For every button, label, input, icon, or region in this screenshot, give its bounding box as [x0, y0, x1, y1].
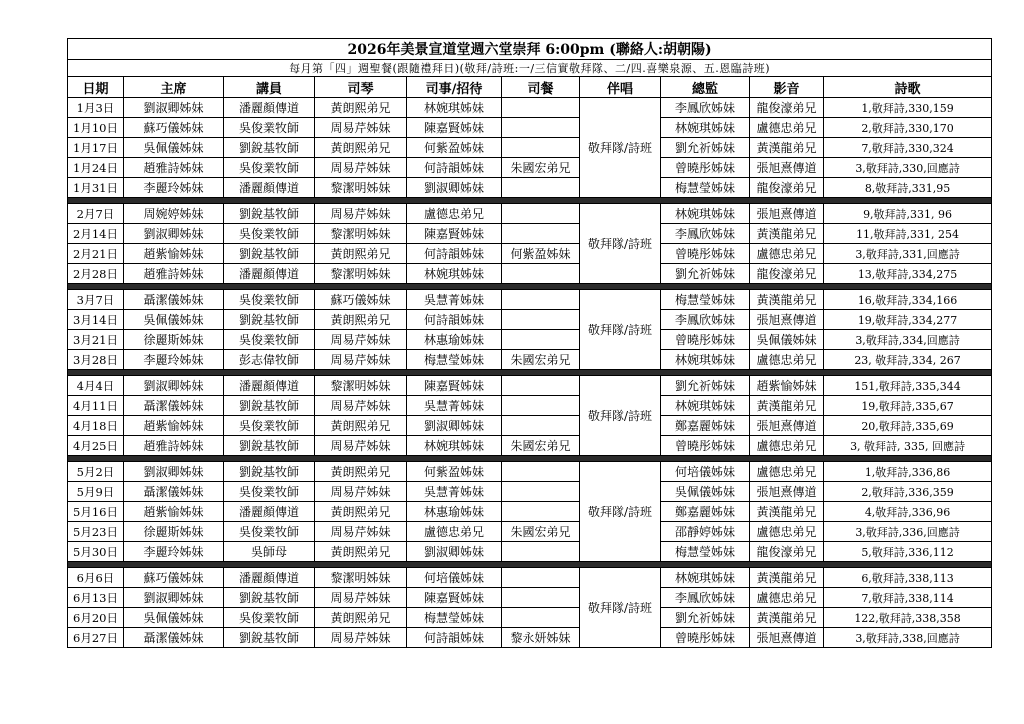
cell-pianist: 黃朗熙弟兄	[315, 244, 407, 264]
cell-date: 5月2日	[68, 462, 124, 482]
header-av: 影音	[750, 77, 824, 98]
cell-pianist: 周易芹姊妹	[315, 118, 407, 138]
cell-av: 黃漢龍弟兄	[750, 138, 824, 158]
cell-communion	[502, 482, 580, 502]
cell-communion	[502, 542, 580, 562]
table-row	[68, 588, 992, 608]
cell-date: 4月25日	[68, 436, 124, 456]
table-row	[68, 542, 992, 562]
cell-pianist: 周易芹姊妹	[315, 396, 407, 416]
cell-usher: 劉淑卿姊妹	[407, 416, 502, 436]
cell-communion	[502, 396, 580, 416]
cell-chair: 聶潔儀姊妹	[124, 628, 224, 648]
cell-av: 盧德忠弟兄	[750, 462, 824, 482]
cell-director: 邵靜婷姊妹	[661, 522, 750, 542]
cell-speaker: 吳俊業牧師	[224, 608, 315, 628]
cell-accompaniment: 敬拜隊/詩班	[580, 568, 661, 648]
table-row	[68, 396, 992, 416]
cell-hymns: 151,敬拜詩,335,344	[824, 376, 992, 396]
cell-pianist: 黎潔明姊妹	[315, 178, 407, 198]
cell-pianist: 黃朗熙弟兄	[315, 542, 407, 562]
cell-date: 1月10日	[68, 118, 124, 138]
cell-usher: 何培儀姊妹	[407, 568, 502, 588]
cell-hymns: 5,敬拜詩,336,112	[824, 542, 992, 562]
cell-communion: 朱國宏弟兄	[502, 158, 580, 178]
cell-communion	[502, 462, 580, 482]
cell-director: 李鳳欣姊妹	[661, 310, 750, 330]
cell-chair: 趙紫愉姊妹	[124, 244, 224, 264]
cell-usher: 林婉琪姊妹	[407, 98, 502, 118]
cell-director: 曾曉彤姊妹	[661, 158, 750, 178]
cell-chair: 劉淑卿姊妹	[124, 376, 224, 396]
cell-usher: 林惠瑜姊妹	[407, 502, 502, 522]
cell-communion	[502, 178, 580, 198]
cell-director: 曾曉彤姊妹	[661, 330, 750, 350]
table-row	[68, 376, 992, 396]
cell-date: 6月6日	[68, 568, 124, 588]
table-row	[68, 608, 992, 628]
cell-av: 黃漢龍弟兄	[750, 568, 824, 588]
cell-pianist: 周易芹姊妹	[315, 588, 407, 608]
cell-hymns: 11,敬拜詩,331, 254	[824, 224, 992, 244]
cell-speaker: 潘麗顏傳道	[224, 178, 315, 198]
header-usher: 司事/招待	[407, 77, 502, 98]
cell-av: 盧德忠弟兄	[750, 118, 824, 138]
cell-director: 林婉琪姊妹	[661, 204, 750, 224]
cell-usher: 陳嘉賢姊妹	[407, 588, 502, 608]
cell-hymns: 16,敬拜詩,334,166	[824, 290, 992, 310]
cell-pianist: 黃朗熙弟兄	[315, 416, 407, 436]
cell-av: 吳佩儀姊妹	[750, 330, 824, 350]
cell-hymns: 3,敬拜詩,330,回應詩	[824, 158, 992, 178]
cell-speaker: 劉銳基牧師	[224, 462, 315, 482]
table-row	[68, 98, 992, 118]
header-pianist: 司琴	[315, 77, 407, 98]
cell-usher: 何紫盈姊妹	[407, 462, 502, 482]
cell-usher: 何詩韻姊妹	[407, 628, 502, 648]
cell-speaker: 劉銳基牧師	[224, 436, 315, 456]
cell-av: 盧德忠弟兄	[750, 436, 824, 456]
table-row	[68, 264, 992, 284]
page-subtitle: 每月第「四」週聖餐(跟隨禮拜日)(敬拜/詩班:一/三信實敬拜隊、二/四.喜樂泉源、五.恩臨詩班)	[68, 60, 992, 77]
cell-director: 梅慧瑩姊妹	[661, 290, 750, 310]
cell-usher: 何詩韻姊妹	[407, 244, 502, 264]
cell-speaker: 潘麗顏傳道	[224, 568, 315, 588]
cell-chair: 徐麗斯姊妹	[124, 330, 224, 350]
cell-speaker: 劉銳基牧師	[224, 204, 315, 224]
cell-date: 6月13日	[68, 588, 124, 608]
cell-communion	[502, 98, 580, 118]
cell-speaker: 吳俊業牧師	[224, 158, 315, 178]
cell-date: 6月27日	[68, 628, 124, 648]
cell-director: 林婉琪姊妹	[661, 118, 750, 138]
table-row	[68, 138, 992, 158]
cell-director: 何培儀姊妹	[661, 462, 750, 482]
cell-usher: 何紫盈姊妹	[407, 138, 502, 158]
cell-communion	[502, 310, 580, 330]
cell-director: 梅慧瑩姊妹	[661, 542, 750, 562]
cell-director: 林婉琪姊妹	[661, 396, 750, 416]
cell-chair: 趙紫愉姊妹	[124, 416, 224, 436]
cell-date: 5月30日	[68, 542, 124, 562]
cell-communion: 朱國宏弟兄	[502, 522, 580, 542]
cell-pianist: 蘇巧儀姊妹	[315, 290, 407, 310]
cell-hymns: 7,敬拜詩,330,324	[824, 138, 992, 158]
cell-accompaniment: 敬拜隊/詩班	[580, 290, 661, 370]
table-row	[68, 436, 992, 456]
cell-hymns: 2,敬拜詩,336,359	[824, 482, 992, 502]
cell-chair: 李麗玲姊妹	[124, 542, 224, 562]
cell-usher: 陳嘉賢姊妹	[407, 118, 502, 138]
cell-usher: 盧德忠弟兄	[407, 204, 502, 224]
cell-date: 5月23日	[68, 522, 124, 542]
cell-av: 張旭熹傳道	[750, 482, 824, 502]
cell-speaker: 潘麗顏傳道	[224, 376, 315, 396]
cell-pianist: 黃朗熙弟兄	[315, 608, 407, 628]
table-row	[68, 522, 992, 542]
cell-chair: 蘇巧儀姊妹	[124, 118, 224, 138]
table-row	[68, 416, 992, 436]
cell-hymns: 19,敬拜詩,335,67	[824, 396, 992, 416]
cell-pianist: 黎潔明姊妹	[315, 264, 407, 284]
cell-av: 盧德忠弟兄	[750, 350, 824, 370]
cell-chair: 趙紫愉姊妹	[124, 502, 224, 522]
cell-speaker: 潘麗顏傳道	[224, 264, 315, 284]
table-row	[68, 502, 992, 522]
cell-director: 林婉琪姊妹	[661, 350, 750, 370]
cell-usher: 何詩韻姊妹	[407, 158, 502, 178]
cell-pianist: 周易芹姊妹	[315, 436, 407, 456]
cell-date: 1月31日	[68, 178, 124, 198]
cell-communion	[502, 416, 580, 436]
table-row	[68, 628, 992, 648]
cell-usher: 梅慧瑩姊妹	[407, 608, 502, 628]
cell-director: 劉允祈姊妹	[661, 608, 750, 628]
cell-chair: 趙雅詩姊妹	[124, 436, 224, 456]
cell-date: 4月11日	[68, 396, 124, 416]
cell-speaker: 吳俊業牧師	[224, 416, 315, 436]
cell-pianist: 黃朗熙弟兄	[315, 138, 407, 158]
cell-speaker: 吳俊業牧師	[224, 290, 315, 310]
cell-av: 張旭熹傳道	[750, 628, 824, 648]
cell-chair: 李麗玲姊妹	[124, 350, 224, 370]
table-row	[68, 568, 992, 588]
cell-director: 劉允祈姊妹	[661, 264, 750, 284]
cell-speaker: 吳俊業牧師	[224, 224, 315, 244]
cell-communion	[502, 264, 580, 284]
header-speaker: 講員	[224, 77, 315, 98]
cell-speaker: 吳俊業牧師	[224, 522, 315, 542]
table-row	[68, 118, 992, 138]
cell-usher: 盧德忠弟兄	[407, 522, 502, 542]
cell-speaker: 劉銳基牧師	[224, 628, 315, 648]
cell-pianist: 黎潔明姊妹	[315, 376, 407, 396]
cell-pianist: 黃朗熙弟兄	[315, 98, 407, 118]
cell-speaker: 吳俊業牧師	[224, 330, 315, 350]
cell-usher: 劉淑卿姊妹	[407, 542, 502, 562]
cell-usher: 林婉琪姊妹	[407, 436, 502, 456]
cell-communion	[502, 376, 580, 396]
cell-date: 1月17日	[68, 138, 124, 158]
cell-av: 黃漢龍弟兄	[750, 608, 824, 628]
cell-director: 曾曉彤姊妹	[661, 628, 750, 648]
table-row	[68, 224, 992, 244]
cell-director: 鄭嘉麗姊妹	[661, 502, 750, 522]
cell-chair: 吳佩儀姊妹	[124, 138, 224, 158]
cell-speaker: 潘麗顏傳道	[224, 502, 315, 522]
cell-communion	[502, 330, 580, 350]
cell-pianist: 周易芹姊妹	[315, 482, 407, 502]
cell-hymns: 1,敬拜詩,336,86	[824, 462, 992, 482]
cell-communion	[502, 118, 580, 138]
cell-director: 李鳳欣姊妹	[661, 224, 750, 244]
cell-av: 盧德忠弟兄	[750, 522, 824, 542]
cell-av: 張旭熹傳道	[750, 204, 824, 224]
cell-hymns: 1,敬拜詩,330,159	[824, 98, 992, 118]
cell-speaker: 劉銳基牧師	[224, 244, 315, 264]
cell-pianist: 黃朗熙弟兄	[315, 502, 407, 522]
cell-date: 4月18日	[68, 416, 124, 436]
cell-director: 李鳳欣姊妹	[661, 98, 750, 118]
cell-hymns: 3,敬拜詩,338,回應詩	[824, 628, 992, 648]
cell-chair: 趙雅詩姊妹	[124, 264, 224, 284]
cell-av: 趙紫愉姊妹	[750, 376, 824, 396]
cell-usher: 陳嘉賢姊妹	[407, 224, 502, 244]
cell-chair: 吳佩儀姊妹	[124, 608, 224, 628]
cell-communion: 何紫盈姊妹	[502, 244, 580, 264]
header-communion: 司餐	[502, 77, 580, 98]
cell-speaker: 潘麗顏傳道	[224, 98, 315, 118]
cell-speaker: 劉銳基牧師	[224, 588, 315, 608]
cell-av: 龍俊濠弟兄	[750, 98, 824, 118]
cell-date: 5月9日	[68, 482, 124, 502]
cell-speaker: 彭志偉牧師	[224, 350, 315, 370]
cell-pianist: 黎潔明姊妹	[315, 568, 407, 588]
table-row	[68, 204, 992, 224]
table-row	[68, 330, 992, 350]
cell-communion	[502, 502, 580, 522]
cell-hymns: 2,敬拜詩,330,170	[824, 118, 992, 138]
cell-av: 張旭熹傳道	[750, 310, 824, 330]
cell-chair: 周婉婷姊妹	[124, 204, 224, 224]
cell-chair: 趙雅詩姊妹	[124, 158, 224, 178]
schedule-sheet	[67, 38, 991, 648]
cell-pianist: 周易芹姊妹	[315, 628, 407, 648]
cell-usher: 梅慧瑩姊妹	[407, 350, 502, 370]
cell-communion	[502, 608, 580, 628]
cell-communion: 朱國宏弟兄	[502, 436, 580, 456]
cell-director: 曾曉彤姊妹	[661, 244, 750, 264]
cell-chair: 李麗玲姊妹	[124, 178, 224, 198]
cell-chair: 聶潔儀姊妹	[124, 482, 224, 502]
cell-av: 龍俊濠弟兄	[750, 178, 824, 198]
cell-pianist: 黎潔明姊妹	[315, 224, 407, 244]
cell-speaker: 劉銳基牧師	[224, 310, 315, 330]
table-row	[68, 310, 992, 330]
cell-communion	[502, 290, 580, 310]
cell-director: 梅慧瑩姊妹	[661, 178, 750, 198]
table-row	[68, 482, 992, 502]
cell-director: 吳佩儀姊妹	[661, 482, 750, 502]
header-hymns: 詩歌	[824, 77, 992, 98]
cell-chair: 劉淑卿姊妹	[124, 98, 224, 118]
cell-pianist: 黃朗熙弟兄	[315, 462, 407, 482]
cell-communion	[502, 588, 580, 608]
cell-communion	[502, 224, 580, 244]
cell-usher: 林婉琪姊妹	[407, 264, 502, 284]
cell-director: 鄭嘉麗姊妹	[661, 416, 750, 436]
cell-pianist: 黃朗熙弟兄	[315, 310, 407, 330]
cell-usher: 吳慧菁姊妹	[407, 290, 502, 310]
cell-speaker: 吳俊業牧師	[224, 118, 315, 138]
cell-chair: 徐麗斯姊妹	[124, 522, 224, 542]
cell-av: 黃漢龍弟兄	[750, 290, 824, 310]
cell-hymns: 3, 敬拜詩, 335, 回應詩	[824, 436, 992, 456]
cell-av: 盧德忠弟兄	[750, 244, 824, 264]
header-row	[68, 77, 992, 98]
cell-communion: 黎永妍姊妹	[502, 628, 580, 648]
header-chair: 主席	[124, 77, 224, 98]
cell-hymns: 13,敬拜詩,334,275	[824, 264, 992, 284]
cell-chair: 劉淑卿姊妹	[124, 462, 224, 482]
cell-accompaniment: 敬拜隊/詩班	[580, 376, 661, 456]
table-row	[68, 290, 992, 310]
cell-hymns: 3,敬拜詩,334,回應詩	[824, 330, 992, 350]
header-director: 總監	[661, 77, 750, 98]
table-row	[68, 350, 992, 370]
cell-usher: 吳慧菁姊妹	[407, 396, 502, 416]
cell-communion	[502, 568, 580, 588]
cell-accompaniment: 敬拜隊/詩班	[580, 98, 661, 198]
cell-chair: 劉淑卿姊妹	[124, 588, 224, 608]
cell-date: 3月28日	[68, 350, 124, 370]
cell-chair: 聶潔儀姊妹	[124, 290, 224, 310]
cell-chair: 吳佩儀姊妹	[124, 310, 224, 330]
cell-av: 張旭熹傳道	[750, 158, 824, 178]
cell-av: 黃漢龍弟兄	[750, 224, 824, 244]
cell-pianist: 周易芹姊妹	[315, 204, 407, 224]
cell-chair: 蘇巧儀姊妹	[124, 568, 224, 588]
cell-av: 龍俊濠弟兄	[750, 542, 824, 562]
cell-hymns: 3,敬拜詩,336,回應詩	[824, 522, 992, 542]
cell-date: 3月7日	[68, 290, 124, 310]
cell-av: 龍俊濠弟兄	[750, 264, 824, 284]
cell-speaker: 吳俊業牧師	[224, 482, 315, 502]
cell-director: 劉允祈姊妹	[661, 376, 750, 396]
header-accompaniment: 伴唱	[580, 77, 661, 98]
schedule-body	[68, 98, 992, 648]
cell-chair: 劉淑卿姊妹	[124, 224, 224, 244]
cell-date: 1月24日	[68, 158, 124, 178]
cell-date: 2月7日	[68, 204, 124, 224]
table-row	[68, 178, 992, 198]
cell-hymns: 6,敬拜詩,338,113	[824, 568, 992, 588]
cell-date: 2月28日	[68, 264, 124, 284]
cell-usher: 劉淑卿姊妹	[407, 178, 502, 198]
cell-date: 3月21日	[68, 330, 124, 350]
cell-hymns: 8,敬拜詩,331,95	[824, 178, 992, 198]
cell-pianist: 周易芹姊妹	[315, 158, 407, 178]
cell-date: 2月14日	[68, 224, 124, 244]
cell-date: 2月21日	[68, 244, 124, 264]
cell-usher: 林惠瑜姊妹	[407, 330, 502, 350]
table-row	[68, 462, 992, 482]
cell-date: 4月4日	[68, 376, 124, 396]
cell-accompaniment: 敬拜隊/詩班	[580, 204, 661, 284]
cell-pianist: 周易芹姊妹	[315, 350, 407, 370]
cell-date: 5月16日	[68, 502, 124, 522]
cell-date: 1月3日	[68, 98, 124, 118]
cell-hymns: 19,敬拜詩,334,277	[824, 310, 992, 330]
cell-hymns: 9,敬拜詩,331, 96	[824, 204, 992, 224]
cell-av: 盧德忠弟兄	[750, 588, 824, 608]
cell-usher: 何詩韻姊妹	[407, 310, 502, 330]
cell-hymns: 20,敬拜詩,335,69	[824, 416, 992, 436]
cell-director: 曾曉彤姊妹	[661, 436, 750, 456]
cell-communion	[502, 204, 580, 224]
header-date: 日期	[68, 77, 124, 98]
table-row	[68, 158, 992, 178]
cell-speaker: 吳師母	[224, 542, 315, 562]
cell-speaker: 劉銳基牧師	[224, 138, 315, 158]
cell-date: 6月20日	[68, 608, 124, 628]
schedule-table	[67, 38, 992, 648]
cell-usher: 吳慧菁姊妹	[407, 482, 502, 502]
cell-chair: 聶潔儀姊妹	[124, 396, 224, 416]
cell-communion: 朱國宏弟兄	[502, 350, 580, 370]
cell-director: 劉允祈姊妹	[661, 138, 750, 158]
cell-hymns: 122,敬拜詩,338,358	[824, 608, 992, 628]
cell-hymns: 4,敬拜詩,336,96	[824, 502, 992, 522]
cell-av: 張旭熹傳道	[750, 416, 824, 436]
cell-accompaniment: 敬拜隊/詩班	[580, 462, 661, 562]
cell-hymns: 7,敬拜詩,338,114	[824, 588, 992, 608]
cell-pianist: 周易芹姊妹	[315, 330, 407, 350]
cell-communion	[502, 138, 580, 158]
cell-director: 林婉琪姊妹	[661, 568, 750, 588]
cell-speaker: 劉銳基牧師	[224, 396, 315, 416]
cell-av: 黃漢龍弟兄	[750, 396, 824, 416]
cell-av: 黃漢龍弟兄	[750, 502, 824, 522]
cell-hymns: 23, 敬拜詩,334, 267	[824, 350, 992, 370]
page-title: 2026年美景宣道堂週六堂崇拜 6:00pm (聯絡人:胡朝陽)	[68, 39, 992, 60]
cell-usher: 陳嘉賢姊妹	[407, 376, 502, 396]
cell-pianist: 周易芹姊妹	[315, 522, 407, 542]
cell-date: 3月14日	[68, 310, 124, 330]
table-row	[68, 244, 992, 264]
cell-director: 李鳳欣姊妹	[661, 588, 750, 608]
cell-hymns: 3,敬拜詩,331,回應詩	[824, 244, 992, 264]
